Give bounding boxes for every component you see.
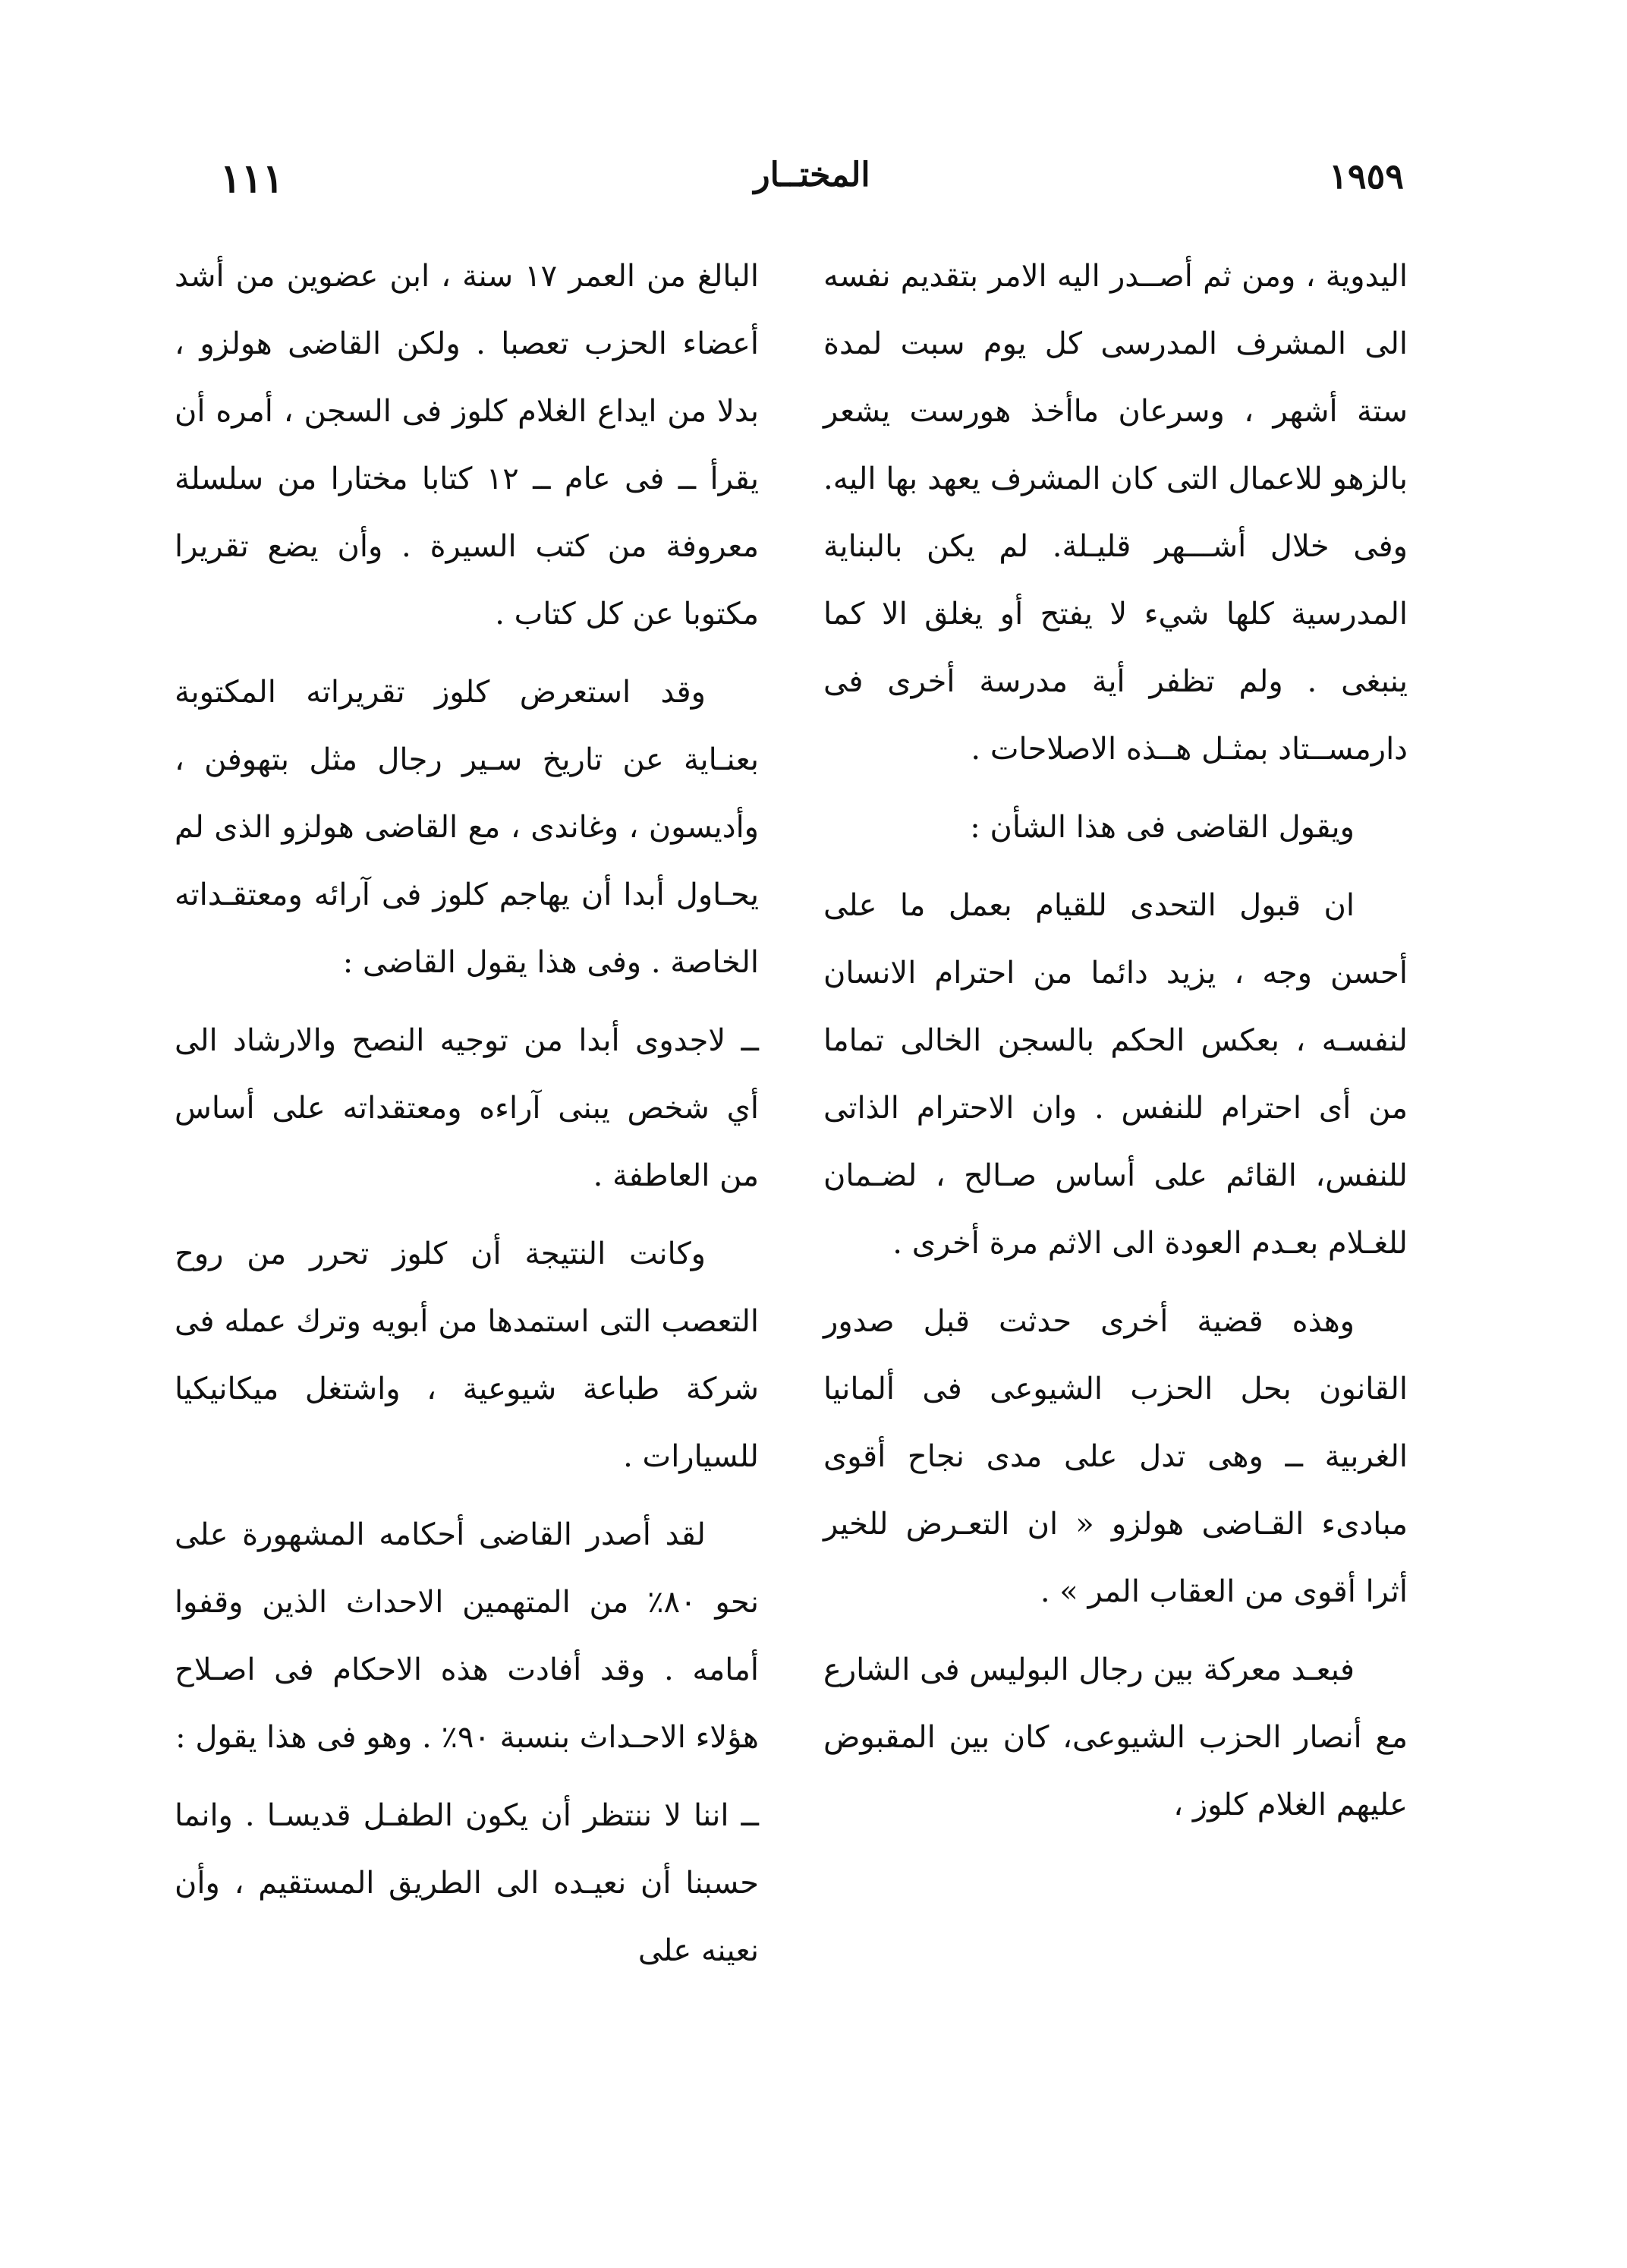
paragraph: البالغ من العمر ١٧ سنة ، ابن عضوين من أشد أعضاء الحزب تعصبا . ولكن القاضى هولزو ، بدلا من ايداع الغلام كلوز فى السجن ، أمره أن يقرأ ــ فى عام ــ ١٢ كتابا مختارا من سلسلة معروفة من كتب السيرة . وأن يضع تقريرا مكتوبا عن كل كتاب . [175,259,760,632]
paragraph: لقد أصدر القاضى أحكامه المشهورة على نحو ٨٠٪ من المتهمين الاحداث الذين وقفوا أمامه . وقد أفادت هذه الاحكام فى اصـلاح هؤلاء الاحـداث بنسبة ٩٠٪ . وهو فى هذا يقول : [175,1517,759,1755]
paragraph: فبعـد معركة بين رجال البوليس فى الشارع مع أنصار الحزب الشيوعى، كان بين المقبوض عليهم الغلام كلوز ، [823,1652,1408,1822]
paragraph: وكانت النتيجة أن كلوز تحرر من روح التعصب التى استمدها من أبويه وترك عمله فى شركة طباعة شيوعية ، واشتغل ميكانيكيا للسيارات . [175,1236,759,1474]
left-text-column [175,243,759,1996]
right-text-column [823,243,1408,1850]
paragraph: ان قبول التحدى للقيام بعمل ما على أحسن وجه ، يزيد دائما من احترام الانسان لنفسـه ، بعكس الحكم بالسجن الخالى تماما من أى احترام للنفس . وان الاحترام الذاتى للنفس، القائم على أساس صـالح ، لضـمان للغـلام بعـدم العودة الى الاثم مرة أخرى . [823,888,1408,1261]
quote-paragraph: ــ لاجدوى أبدا من توجيه النصح والارشاد الى أي شخص يبنى آراءه ومعتقداته على أساس من العاطفة . [175,1023,759,1193]
paragraph: ويقول القاضى فى هذا الشأن : [970,810,1355,845]
running-header [220,156,1404,216]
paragraph: اليدوية ، ومن ثم أصــدر اليه الامر بتقديم نفسه الى المشرف المدرسى كل يوم سبت لمدة ستة أشهر ، وسرعان ماأخذ هورست يشعر بالزهو للاعمال التى كان المشرف يعهد بها اليه. وفى خلال أشـــهر قليـلة. لم يكن بالبناية المدرسية كلها شيء لا يفتح أو يغلق الا كما ينبغى . ولم تظفر أية مدرسة أخرى فى دارمســتاد بمثـل هــذه الاصلاحات . [823,259,1408,767]
running-title: المختــار [754,156,870,194]
paragraph: وقد استعرض كلوز تقريراته المكتوبة بعنـاية عن تاريخ سـير رجال مثل بتهوفن ، وأديسون ، وغاندى ، مع القاضى هولزو الذى لم يحـاول أبدا أن يهاجم كلوز فى آرائه ومعتقـداته الخاصة . وفى هذا يقول القاضى : [175,675,759,980]
page-number: ١١١ [220,156,284,202]
paragraph: وهذه قضية أخرى حدثت قبل صدور القانون بحل الحزب الشيوعى فى ألمانيا الغربية ــ وهى تدل على مدى نجاح أقوى مبادىء القـاضى هولزو « ان التعـرض للخير أثرا أقوى من العقاب المر » . [823,1304,1408,1609]
header-year: ١٩٥٩ [1329,156,1404,197]
quote-paragraph: ــ اننا لا ننتظر أن يكون الطفـل قديسـا . وانما حسبنا أن نعيـده الى الطريق المستقيم ، وأن نعينه على [175,1798,759,1968]
